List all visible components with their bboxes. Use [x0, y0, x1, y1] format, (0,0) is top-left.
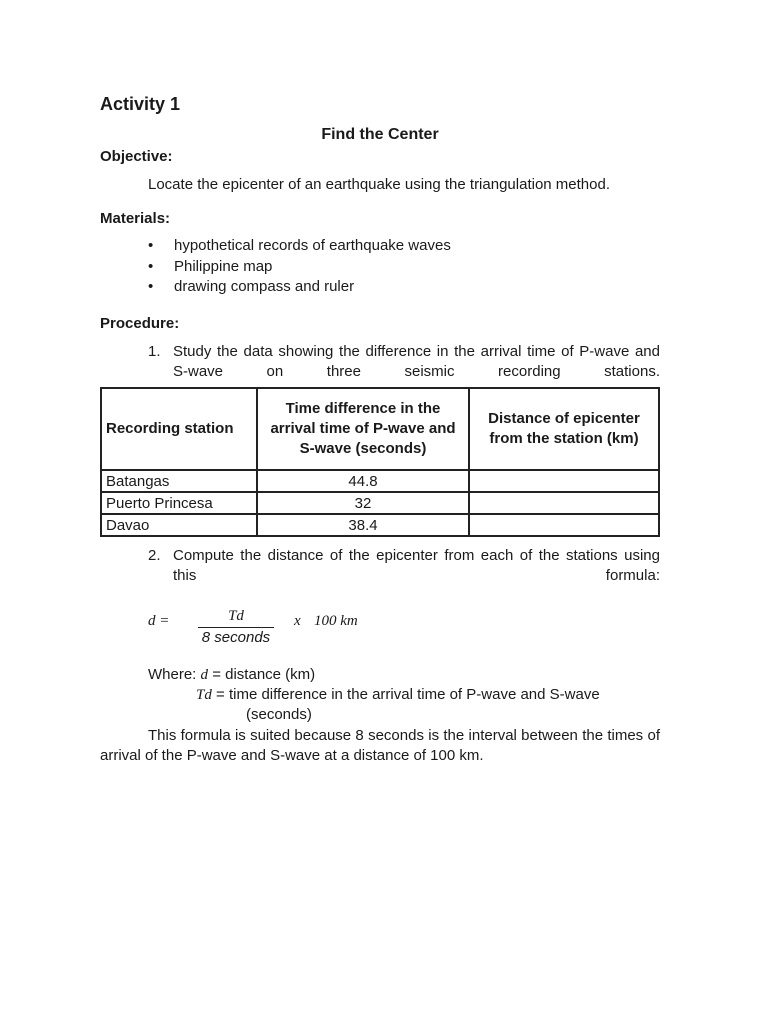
- table-header-row: [101, 388, 659, 470]
- formula-fraction: [198, 606, 274, 647]
- variable-td: Td: [196, 687, 212, 703]
- time-cell: 32: [257, 492, 469, 514]
- station-cell: Batangas: [101, 470, 257, 492]
- distance-cell: [469, 514, 659, 536]
- procedure-heading: Procedure:: [100, 315, 180, 332]
- explanation-paragraph: [100, 726, 660, 766]
- where-line-td: [196, 686, 600, 704]
- fraction-bar: [198, 627, 274, 628]
- bullet-icon: •: [148, 237, 154, 254]
- td-definition: = time difference in the arrival time of P-wave and S-wave: [216, 686, 600, 703]
- page-title: Find the Center: [321, 126, 439, 143]
- formula-denominator: 8 seconds: [201, 629, 271, 646]
- distance-cell: [469, 492, 659, 514]
- table-row: [101, 492, 659, 514]
- table-row: [101, 514, 659, 536]
- procedure-step-2: [148, 546, 660, 586]
- materials-heading: Materials:: [100, 210, 171, 227]
- column-header-distance: Distance of epicenter from the station (km): [469, 388, 659, 470]
- bullet-icon: •: [148, 278, 154, 295]
- station-cell: Puerto Princesa: [101, 492, 257, 514]
- column-header-time: Time difference in the arrival time of P-wave and S-wave (seconds): [257, 388, 469, 470]
- variable-d: d: [200, 667, 209, 683]
- distance-cell: [469, 470, 659, 492]
- station-cell: Davao: [101, 514, 257, 536]
- step-text: Study the data showing the difference in the arrival time of P-wave and S-wave on three seismic recording stations.: [173, 343, 660, 380]
- list-item: • drawing compass and ruler: [148, 277, 451, 298]
- step-text: Compute the distance of the epicenter from each of the stations using this formula:: [173, 547, 660, 584]
- formula-lhs: d =: [148, 613, 170, 629]
- d-definition: = distance (km): [212, 666, 316, 683]
- activity-label: Activity 1: [100, 94, 181, 114]
- explanation-text: This formula is suited because 8 seconds is the interval between the times of arrival of the P-wave and S-wave at a distance of 100 km.: [100, 727, 660, 764]
- column-header-station: Recording station: [101, 388, 257, 470]
- list-item: • Philippine map: [148, 257, 451, 278]
- time-cell: 44.8: [257, 470, 469, 492]
- bullet-icon: •: [148, 257, 154, 275]
- td-unit: (seconds): [246, 706, 312, 723]
- objective-heading: Objective:: [100, 148, 173, 165]
- objective-text: Locate the epicenter of an earthquake using the triangulation method.: [148, 176, 610, 193]
- step-number: 2.: [148, 547, 161, 564]
- where-line-d: [148, 666, 315, 684]
- seismic-data-table: [100, 387, 660, 537]
- procedure-step-1: [148, 342, 660, 382]
- materials-list: [148, 236, 451, 298]
- formula-times: x: [294, 613, 301, 629]
- step-number: 1.: [148, 343, 161, 360]
- formula-factor: 100 km: [314, 613, 358, 629]
- table-row: [101, 470, 659, 492]
- time-cell: 38.4: [257, 514, 469, 536]
- formula-numerator: Td: [228, 608, 244, 624]
- list-item: • hypothetical records of earthquake waves: [148, 236, 451, 257]
- where-label: Where:: [148, 666, 197, 683]
